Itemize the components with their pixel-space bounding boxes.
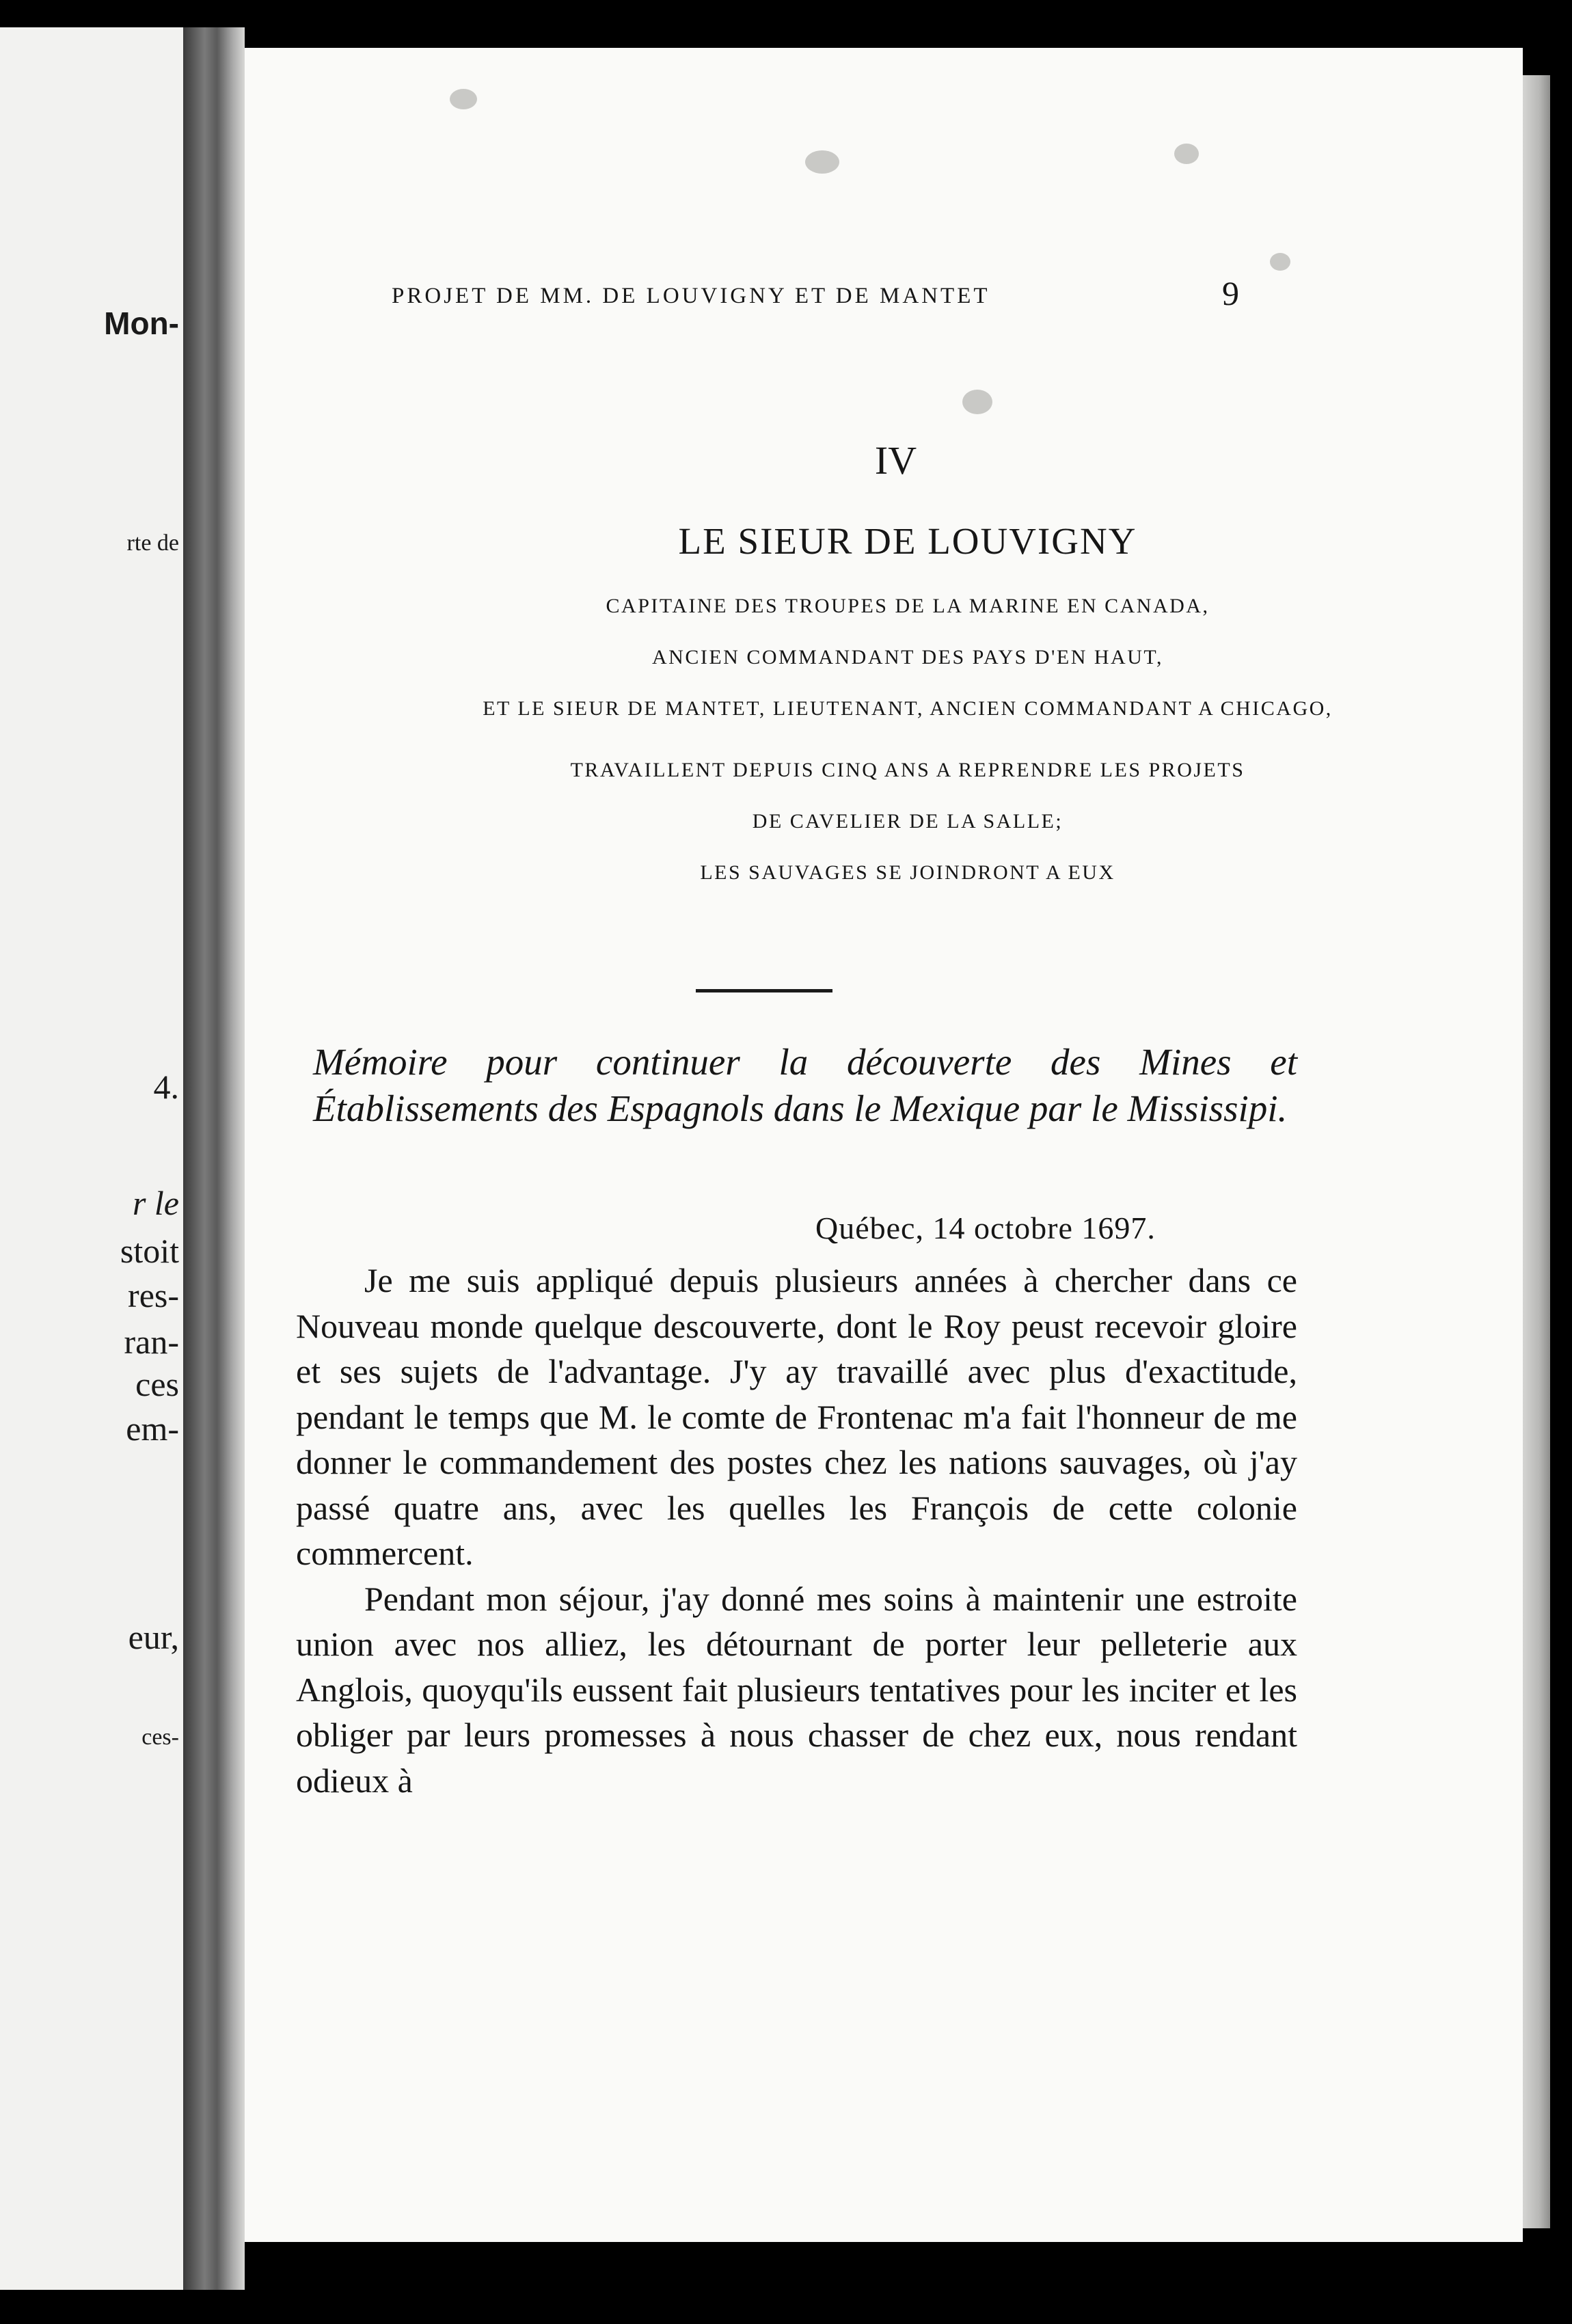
- chapter-subtitle-line: TRAVAILLENT DEPUIS CINQ ANS A REPRENDRE LES PROJETS: [570, 759, 1245, 781]
- page-number: 9: [1222, 274, 1239, 312]
- chapter-subtitle-line: LES SAUVAGES SE JOINDRONT A EUX: [700, 861, 1115, 884]
- left-fragment: ces-: [141, 1725, 179, 1750]
- chapter-subtitle-line: ANCIEN COMMANDANT DES PAYS D'EN HAUT,: [652, 646, 1163, 668]
- paragraph: Je me suis appliqué depuis plusieurs années à chercher dans ce Nouveau monde quelque descouverte, dont le Roy peust recevoir gloire et ses sujets de l'advantage. J'y ay travaillé avec plus d'exactitude, pendant le temps que M. le comte de Frontenac m'a fait l'honneur de me donner le commandement des postes chez les nations sauvages, où j'ay passé quatre ans, avec les quelles les François de cette colonie commercent.: [296, 1261, 1297, 1572]
- paragraph: Pendant mon séjour, j'ay donné mes soins à maintenir une estroite union avec nos alliez, les détournant de porter leur pelleterie aux Anglois, quoyqu'ils eussent fait plusieurs tentatives pour les inciter et les obliger par leurs promesses à nous chasser de chez eux, nous rendant odieux à: [296, 1579, 1297, 1800]
- left-fragment: stoit: [120, 1232, 179, 1270]
- section-divider: [696, 989, 832, 992]
- chapter-subtitle-line: ET LE SIEUR DE MANTET, LIEUTENANT, ANCIEN COMMANDANT A CHICAGO,: [483, 697, 1333, 720]
- chapter-number: IV: [874, 438, 917, 483]
- previous-page-fragment: [0, 27, 183, 2290]
- left-fragment: em-: [126, 1409, 179, 1448]
- left-fragment: eur,: [128, 1618, 179, 1656]
- body-text: [296, 1258, 1297, 1803]
- left-fragment: rte de: [126, 530, 179, 556]
- document-heading: Mémoire pour continuer la découverte des Mines et Établissements des Espagnols dans le Mexique par le Mississipi.: [313, 1041, 1297, 1129]
- book-page: [245, 48, 1523, 2242]
- left-fragment: Mon-: [104, 306, 179, 341]
- left-fragment: res-: [128, 1276, 179, 1314]
- left-fragment: ran-: [124, 1323, 179, 1361]
- dateline: Québec, 14 octobre 1697.: [815, 1211, 1156, 1245]
- left-fragment: r le: [132, 1184, 179, 1222]
- running-head: PROJET DE MM. DE LOUVIGNY ET DE MANTET: [392, 284, 990, 308]
- chapter-subtitle-line: CAPITAINE DES TROUPES DE LA MARINE EN CANADA,: [606, 595, 1210, 617]
- left-fragment: ces: [135, 1365, 179, 1403]
- chapter-title: LE SIEUR DE LOUVIGNY: [678, 520, 1137, 562]
- left-fragment: 4.: [153, 1068, 179, 1106]
- chapter-subtitle-line: DE CAVELIER DE LA SALLE;: [752, 810, 1063, 833]
- book-gutter: [183, 27, 245, 2290]
- page-edge: [1523, 75, 1550, 2228]
